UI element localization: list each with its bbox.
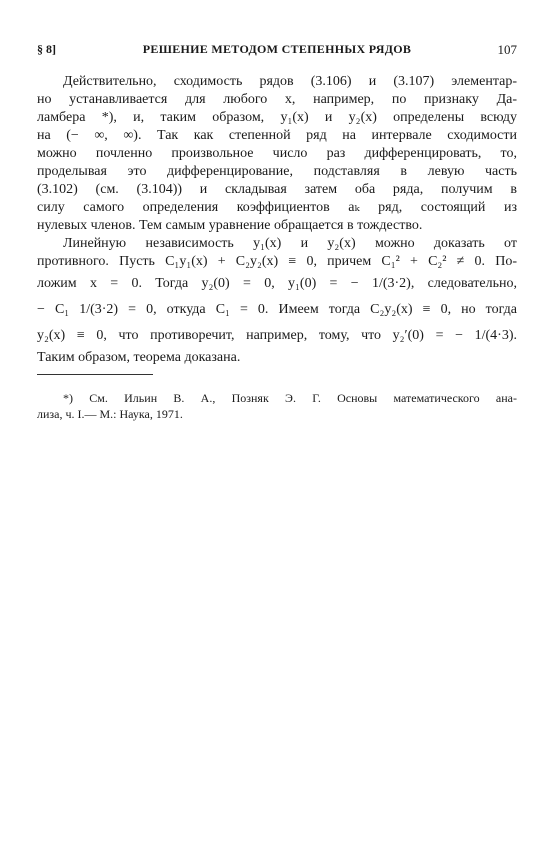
running-header [37, 42, 517, 58]
text-line: Таким образом, теорема доказана. [37, 350, 241, 365]
running-title: РЕШЕНИЕ МЕТОДОМ СТЕПЕННЫХ РЯДОВ [142, 42, 412, 56]
footnote-line: *) См. Ильин В. А., Позняк Э. Г. Основы математического ана- [63, 391, 517, 405]
footnote [37, 390, 517, 422]
text-line: противного. Пусть C₁y₁(x) + C₂y₂(x) ≡ 0, причем C₁² + C₂² ≠ 0. По- [37, 254, 517, 269]
text-line: но устанавливается для любого x, например, по признаку Да- [37, 92, 517, 107]
text-line: можно почленно произвольное число раз дифференцировать, то, [37, 146, 517, 161]
text-line: проделывая это дифференцирование, подставляя в левую часть [37, 164, 517, 179]
text-line: силу самого определения коэффициентов aₖ ряд, состоящий из [37, 200, 517, 215]
footnote-rule [37, 374, 153, 375]
footnote-line: лиза, ч. I.— М.: Наука, 1971. [37, 407, 183, 421]
paragraph-independence [37, 235, 517, 367]
text-line: − C₁ 1/(3·2) = 0, откуда C₁ = 0. Имеем тогда C₂y₂(x) ≡ 0, но тогда [37, 302, 517, 317]
main-text [37, 73, 517, 367]
text-line: y₂(x) ≡ 0, что противоречит, например, тому, что y₂′(0) = − 1/(4·3). [37, 328, 517, 343]
text-line: ламбера *), и, таким образом, y₁(x) и y₂(x) определены всюду [37, 110, 517, 125]
text-line: Действительно, сходимость рядов (3.106) и (3.107) элементар- [63, 74, 517, 89]
text-line: Линейную независимость y₁(x) и y₂(x) можно доказать от [63, 236, 517, 251]
text-line: (3.102) (см. (3.104)) и складывая затем оба ряда, получим в [37, 182, 517, 197]
paragraph-convergence [37, 73, 517, 235]
text-line: на (− ∞, ∞). Так как степенной ряд на интервале сходимости [37, 128, 517, 143]
section-marker: § 8] [37, 42, 56, 56]
page-number: 107 [497, 42, 517, 57]
text-line: ложим x = 0. Тогда y₂(0) = 0, y₁(0) = − 1/(3·2), следовательно, [37, 276, 517, 291]
text-line: нулевых членов. Тем самым уравнение обращается в тождество. [37, 218, 423, 233]
